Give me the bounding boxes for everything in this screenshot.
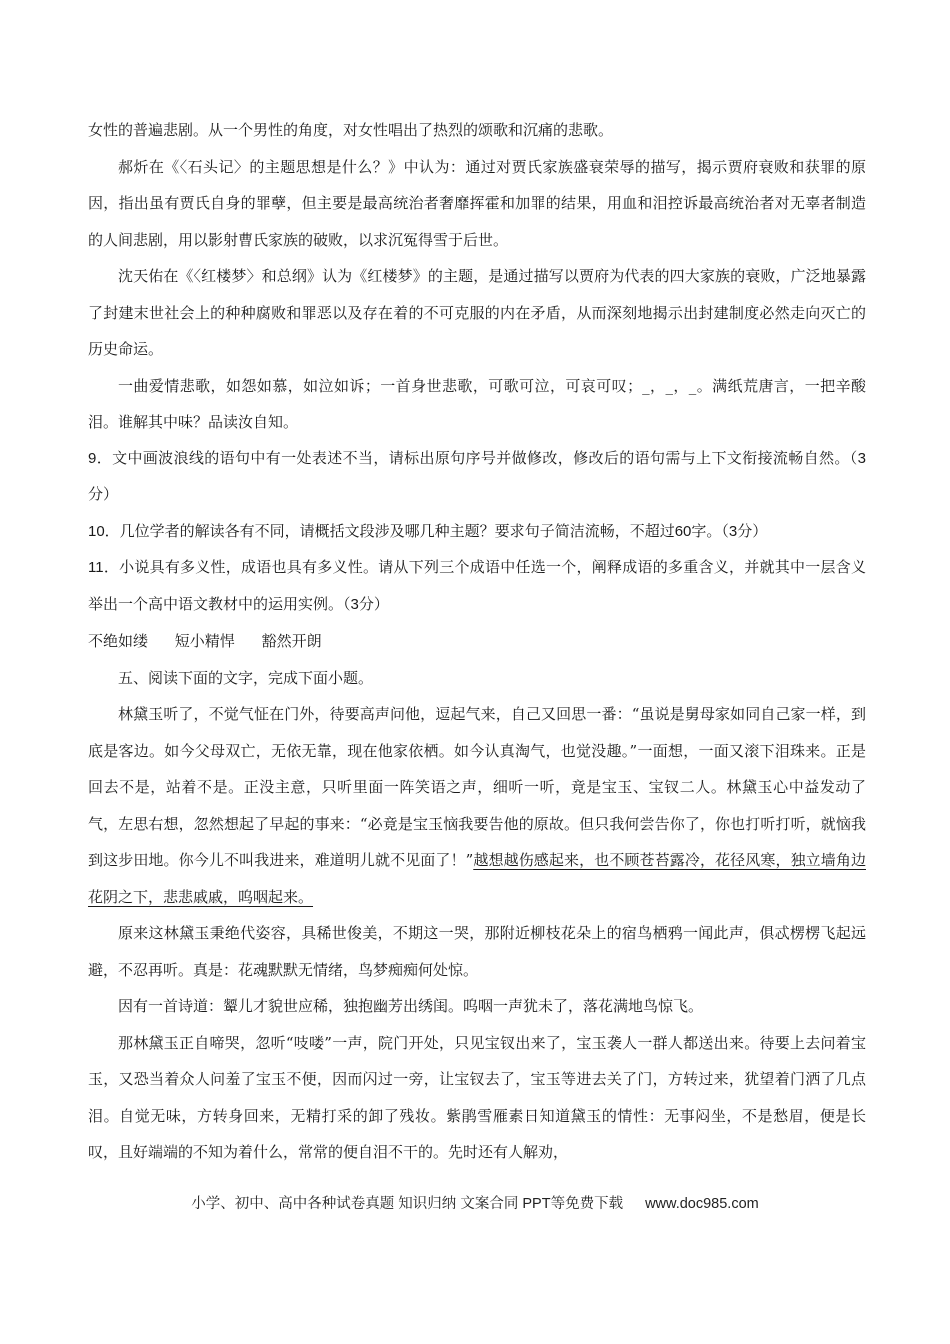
paragraph-hao-xin: 郝炘在《〈石头记〉的主题思想是什么？》中认为：通过对贾氏家族盛衰荣辱的描写，揭示贾府衰败和获罪的原因，指出虽有贾氏自身的罪孽，但主要是最高统治者奢靡挥霍和加罪的结果，用血和泪控诉最高统治者对无辜者制造的人间悲剧，用以影射曹氏家族的破败，以求沉冤得雪于后世。 — [88, 157, 866, 249]
reading-paragraph-1-text: 林黛玉听了，不觉气怔在门外，待要高声问他，逗起气来，自己又回思一番：“虽说是舅母家如同自己家一样，到底是客边。如今父母双亡，无依无靠，现在他家依栖。如今认真淘气，也觉没趣。”一面想，一面又滚下泪珠来。正是回去不是，站着不是。正没主意，只听里面一阵笑语之声，细听一听，竟是宝玉、宝钗二人。林黛玉心中益发动了气，左思右想，忽然想起了早起的事来：“必竟是宝玉恼我要告他的原故。但只我何尝告你了，你也打听打听，就恼我到这步田地。你今儿不叫我进来，难道明儿就不见面了！” — [88, 705, 866, 869]
idiom-list — [88, 623, 866, 660]
reading-paragraph-4: 那林黛玉正自啼哭，忽听“吱喽”一声，院门开处，只见宝钗出来了，宝玉袭人一群人都送出来。待要上去问着宝玉，又恐当着众人问羞了宝玉不便，因而闪过一旁，让宝钗去了，宝玉等进去关了门，方转过来，犹望着门洒了几点泪。自觉无味，方转身回来，无精打采的卸了残妆。紫鹃雪雁素日知道黛玉的情性：无事闷坐，不是愁眉，便是长叹，且好端端的不知为着什么，常常的便自泪不干的。先时还有人解劝， — [88, 1033, 866, 1161]
question-11: 11．小说具有多义性，成语也具有多义性。请从下列三个成语中任选一个，阐释成语的多重含义，并就其中一层含义举出一个高中语文教材中的运用实例。（3分） — [88, 559, 866, 613]
idiom-item: 不绝如缕 — [88, 632, 149, 650]
idiom-item: 豁然开朗 — [261, 632, 322, 650]
page-footer — [0, 1192, 950, 1213]
question-10: 10．几位学者的解读各有不同，请概括文段涉及哪几种主题？要求句子简洁流畅，不超过60字。（3分） — [88, 522, 768, 540]
reading-paragraph-2: 原来这林黛玉秉绝代姿容，具稀世俊美，不期这一哭，那附近柳枝花朵上的宿鸟栖鸦一闻此声，俱忒楞楞飞起远避，不忍再听。真是：花魂默默无情绪，鸟梦痴痴何处惊。 — [88, 924, 866, 979]
idiom-item: 短小精悍 — [174, 632, 235, 650]
footer-text: 小学、初中、高中各种试卷真题 知识归纳 文案合同 PPT等免费下载 — [191, 1196, 624, 1212]
reading-paragraph-3: 因有一首诗道：颦儿才貌世应稀，独抱幽芳出绣闺。呜咽一声犹未了，落花满地鸟惊飞。 — [118, 997, 704, 1015]
paragraph-continuation: 女性的普遍悲剧。从一个男性的角度，对女性唱出了热烈的颂歌和沉痛的悲歌。 — [88, 121, 614, 139]
document-body — [88, 112, 866, 1171]
question-9: 9．文中画波浪线的语句中有一处表述不当，请标出原句序号并做修改，修改后的语句需与上下文衔接流畅自然。（3分） — [88, 449, 866, 503]
wavy-underlined-sentence: 越想越伤感起来，也不顾苍苔露冷，花径风寒，独立墙角边花阴之下，悲悲戚戚，呜咽起来。 — [88, 851, 866, 906]
paragraph-summary: 一曲爱情悲歌，如怨如慕，如泣如诉；一首身世悲歌，可歌可泣，可哀可叹；_，_，_。满纸荒唐言，一把辛酸泪。谁解其中味？品读汝自知。 — [88, 376, 866, 431]
section-5-heading: 五、阅读下面的文字，完成下面小题。 — [118, 668, 374, 687]
reading-paragraph-1 — [88, 696, 866, 915]
paragraph-shen-tianyou: 沈天佑在《〈红楼梦〉和总纲》认为《红楼梦》的主题，是通过描写以贾府为代表的四大家族的衰败，广泛地暴露了封建末世社会上的种种腐败和罪恶以及存在着的不可克服的内在矛盾，从而深刻地揭示出封建制度必然走向灭亡的历史命运。 — [88, 267, 866, 358]
footer-url[interactable]: www.doc985.com — [645, 1196, 759, 1212]
